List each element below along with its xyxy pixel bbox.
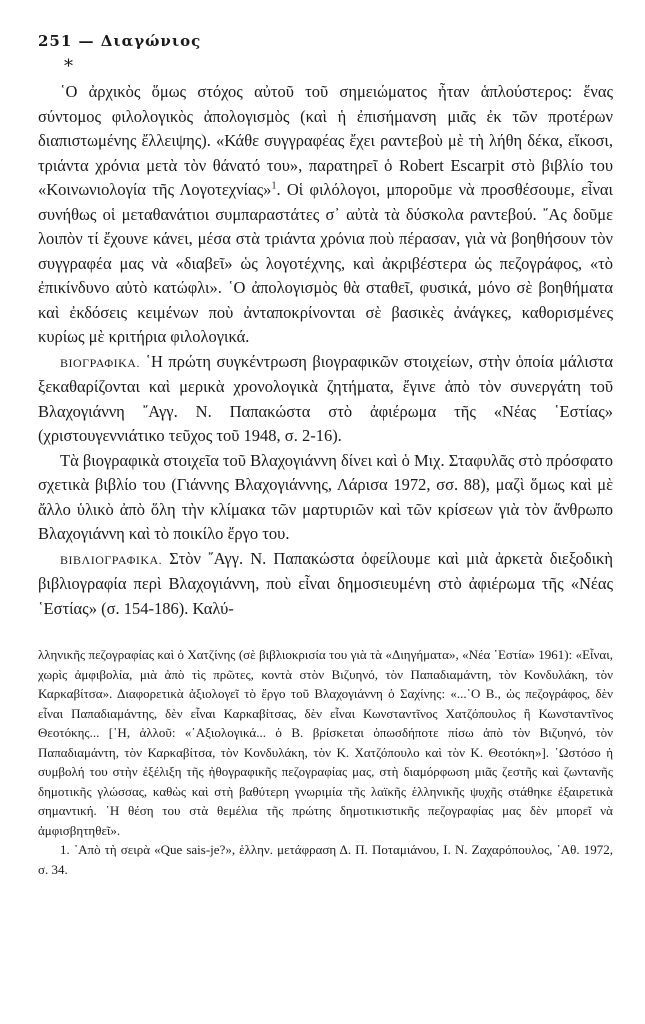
paragraph-intro bbox=[38, 80, 613, 350]
main-text bbox=[38, 80, 613, 621]
section-asterisk: * bbox=[64, 56, 73, 77]
paragraph-stafylas: Τὰ βιογραφικὰ στοιχεῖα τοῦ Βλαχογιάννη δίνει καὶ ὁ Μιχ. Σταφυλᾶς στὸ πρόσφατο σχετικὰ βιβλίο του (Γιάννης Βλαχογιάννης, Λάρισα 1972, σσ. 88), μαζὶ ὅμως καὶ μὲ ἄλλο ὑλικὸ ἀπὸ ὅλη τὴν κλίμακα τῶν μαρτυριῶν καὶ τῶν κρίσεων γιὰ τὸν ἄνθρωπο Βλαχογιάννη καὶ τὸ ποικίλο ἔργο του. bbox=[38, 450, 613, 543]
running-header bbox=[38, 32, 613, 50]
paragraph-intro-text: ῾Ο ἀρχικὸς ὅμως στόχος αὐτοῦ τοῦ σημειώματος ἦταν ἁπλούστερος: ἕνας σύντομος φιλολογικὸς ἀπολογισμὸς (καὶ ἡ ἐπισήμανση μιᾶς ἐκ τῶν προτέρων διαπιστωμένης ἔλλειψης). «Κάθε συγγραφέας ἔχει ραντεβοὺ μὲ τὴ λήθη δέκα, εἴκοσι, τριάντα χρόνια μετὰ τὸν θάνατό του», παρατηρεῖ ὁ Robert Escarpit στὸ βιβλίο του «Κοινωνιολογία τῆς Λογοτεχνίας» bbox=[38, 82, 613, 199]
paragraph-biographical bbox=[38, 350, 613, 449]
header-dash: — bbox=[78, 32, 95, 50]
footnotes bbox=[38, 645, 613, 879]
footnote-continuation: λληνικῆς πεζογραφίας καὶ ὁ Χατζίνης (σὲ βιβλιοκρισία του γιὰ τὰ «Διηγήματα», «Νέα ῾Εστία» 1961): «Εἶναι, χωρὶς ἀμφιβολία, μιὰ ἀπὸ τὶς πρῶτες, κοντὰ στὸν Βιζυηνό, τὸν Παπαδιαμάντη, τὸν Κονδυλάκη, τὸν Καρκαβίτσα». Διαφορετικὰ ἀξιολογεῖ τὸ ἔργο τοῦ Βλαχογιάννη ὁ Σαχίνης: «...῾Ο Β., ὡς πεζογράφος, δὲν εἶναι Παπαδιαμάντης, δὲν εἶναι Καρκαβίτσας, δὲν εἶναι Κωνσταντῖνος Χατζόπουλος ἢ Κωνσταντῖνος Θεοτόκης... [῾Η, ἀλλοῦ: «῾Αξιολογικά... ὁ Β. βρίσκεται ὁπωσδήποτε πίσω ἀπὸ τὸν Βιζυηνό, τὸν Παπαδιαμάντη, τὸν Καρκαβίτσα, τὸν Κονδυλάκη, τὸν Κ. Χατζόπουλο καὶ τὸν Κ. Θεοτόκη»]. ῾Ωστόσο ἡ συμβολή του στὴν ἐξέλιξη τῆς ἠθογραφικῆς πεζογραφίας μας, στὴ διαμόρφωση μιᾶς ζεστῆς καὶ ζωντανῆς δημοτικῆς γλώσσας, καθὼς καὶ στὴ βαθύτερη γνωριμία τῆς λαϊκῆς ἑλληνικῆς ψυχῆς στάθηκε ἐξαιρετικὰ σημαντική. ῾Η θέση του στὰ θεμέλια τῆς πρώτης δημοτικιστικῆς πεζογραφίας μας δὲν μπορεῖ νὰ ἀμφισβητηθεῖ». bbox=[38, 647, 613, 838]
paragraph-intro-rest: . Οἱ φιλόλογοι, μποροῦμε νὰ προσθέσουμε, εἶναι συνήθως οἱ μεταθανάτιοι συμπαραστάτες σ᾿ αὐτὰ τὰ δύσκολα ραντεβού. ῎Ας δοῦμε λοιπὸν τί ἔχουνε κάνει, μέσα στὰ τριάντα χρόνια ποὺ πέρασαν, γιὰ νὰ βοηθήσουν τὸν συγγραφέα μας νὰ «διαβεῖ» ὡς λογοτέχνης, καὶ ἀκριβέστερα ὡς πεζογράφος, «τὸ ἐπικίνδυνο αὐτὸ κατώφλι». ῾Ο ἀπολογισμὸς θὰ σταθεῖ, φυσικά, μόνο σὲ βοηθήματα καὶ ἐκδόσεις κειμένων ποὺ ἀνταποκρίνονται σὲ βασικὲς ἀνάγκες, καθορισμένες κυρίως μὲ κριτήρια φιλολογικά. bbox=[38, 180, 613, 346]
footnote-ref-1: 1 bbox=[271, 180, 277, 192]
footnote-1: 1. ᾿Απὸ τὴ σειρὰ «Que sais-je?», ἑλλην. μετάφραση Δ. Π. Ποταμιάνου, Ι. Ν. Ζαχαρόπουλος, ᾿Αθ. 1972, σ. 34. bbox=[38, 842, 613, 877]
paragraph-bibliographical-text: Στὸν ῎Αγγ. Ν. Παπακώστα ὀφείλουμε καὶ μιὰ ἀρκετὰ διεξοδικὴ βιβλιογραφία περὶ Βλαχογιάννη, ποὺ εἶναι δημοσιευμένη στὸ ἀφιέρωμα τῆς «Νέας ῾Εστίας» (σ. 154-186). Καλύ- bbox=[38, 548, 613, 618]
book-page bbox=[38, 32, 613, 879]
paragraph-bibliographical bbox=[38, 547, 613, 622]
paragraph-biographical-text: ῾Η πρώτη συγκέντρωση βιογραφικῶν στοιχείων, στὴν ὁποία μάλιστα ξεκαθαρίζονται καὶ μερικὰ χρονολογικὰ ζητήματα, ἔγινε ἀπὸ τὸν συνεργάτη τοῦ Βλαχογιάννη ῎Αγγ. Ν. Παπακώστα στὸ ἀφιέρωμα τῆς «Νέας ῾Εστίας» (χριστουγεννιάτικο τεῦχος τοῦ 1948, σ. 2-16). bbox=[38, 351, 613, 445]
bibliographical-label: ΒΙΒΛΙΟΓΡΑΦΙΚΑ. bbox=[60, 552, 163, 567]
running-title: Διαγώνιος bbox=[100, 32, 202, 50]
page-number: 251 bbox=[38, 32, 73, 50]
biographical-label: ΒΙΟΓΡΑΦΙΚΑ. bbox=[60, 355, 140, 370]
